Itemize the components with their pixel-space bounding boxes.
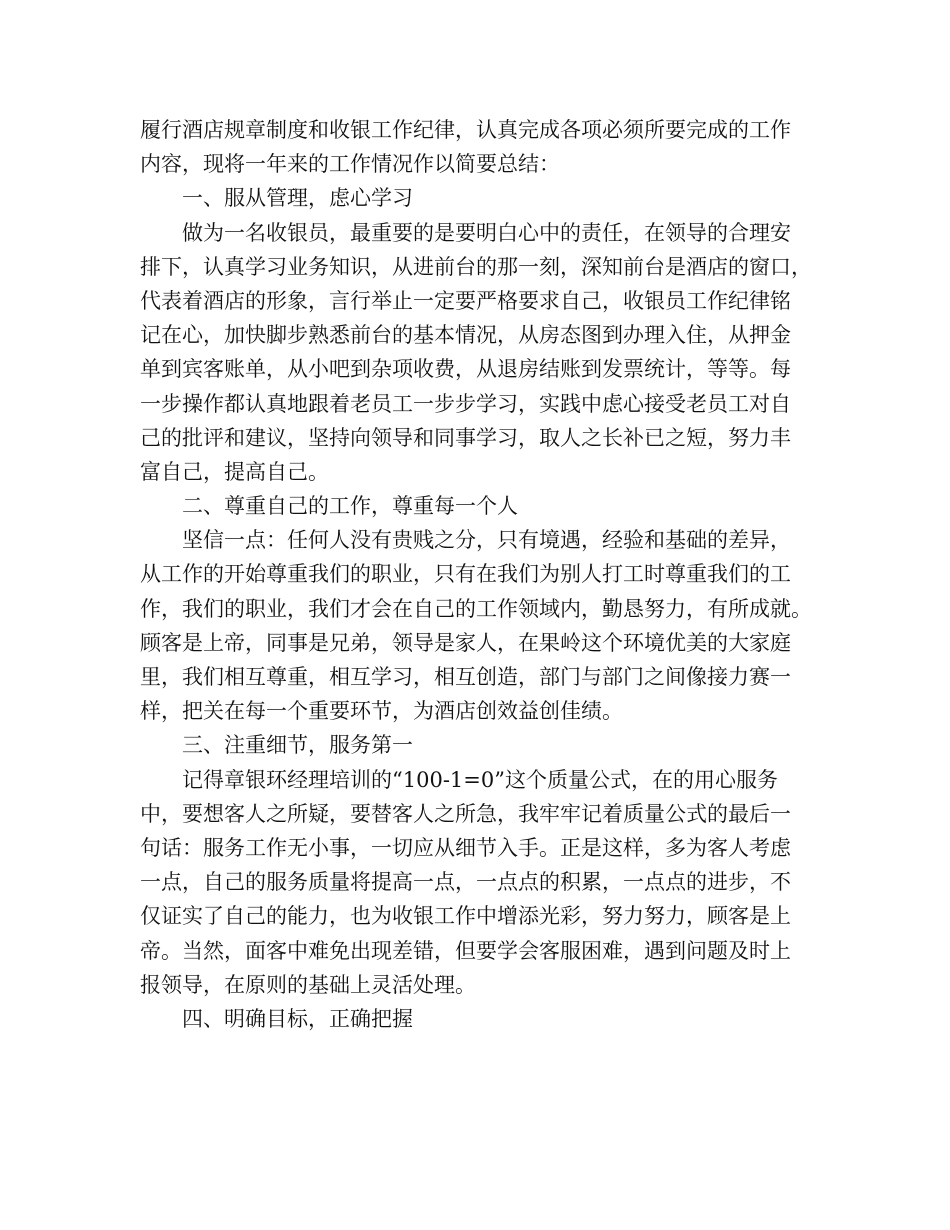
document-body [140,113,830,1036]
paragraph-line: 单到宾客账单，从小吧到杂项收费，从退房结账到发票统计，等等。每 [140,357,791,382]
paragraph-line: 富自己，提高自己。 [140,459,329,484]
paragraph-line: 帝。当然，面客中难免出现差错，但要学会客服困难，遇到问题及时上 [140,938,791,963]
paragraph-line: 从工作的开始尊重我们的职业，只有在我们为别人打工时尊重我们的工 [140,562,791,587]
paragraph-line: 报领导，在原则的基础上灵活处理。 [140,972,476,997]
paragraph-line: 里，我们相互尊重，相互学习，相互创造，部门与部门之间像接力赛一 [140,665,791,689]
paragraph-line: 一点，自己的服务质量将提高一点，一点点的积累，一点点的进步，不 [140,870,791,895]
paragraph-line: 顾客是上帝，同事是兄弟，领导是家人，在果岭这个环境优美的大家庭 [140,630,791,655]
paragraph-line: 己的批评和建议，坚持向领导和同事学习，取人之长补已之短，努力丰 [140,425,791,450]
intro-line: 履行酒店规章制度和收银工作纪律，认真完成各项必须所要完成的工作 [140,118,791,142]
paragraph-line: 做为一名收银员，最重要的是要明白心中的责任，在领导的合理安 [182,220,791,245]
section-heading: 二、尊重自己的工作，尊重每一个人 [182,494,518,519]
paragraph-line: 样，把关在每一个重要环节，为酒店创效益创佳绩。 [140,699,623,724]
paragraph-line: 代表着酒店的形象，言行举止一定要严格要求自己，收银员工作纪律铭 [140,288,791,313]
paragraph-line: 坚信一点：任何人没有贵贱之分，只有境遇，经验和基础的差异， [182,528,791,553]
section-heading: 三、注重细节，服务第一 [182,733,413,758]
section-heading: 一、服从管理，虑心学习 [182,186,413,211]
paragraph-line: 记得章银环经理培训的“100-1=0”这个质量公式，在的用心服务 [182,767,778,792]
paragraph-line: 一步操作都认真地跟着老员工一步步学习，实践中虑心接受老员工对自 [140,391,791,416]
intro-line: 内容，现将一年来的工作情况作以简要总结： [140,152,560,177]
paragraph-line: 排下，认真学习业务知识，从进前台的那一刻，深知前台是酒店的窗口， [140,254,812,279]
paragraph-line: 作，我们的职业，我们才会在自己的工作领域内，勤恳努力，有所成就。 [140,596,812,621]
paragraph-line: 句话：服务工作无小事，一切应从细节入手。正是这样，多为客人考虑 [140,835,791,860]
paragraph-line: 中，要想客人之所疑，要替客人之所急，我牢牢记着质量公式的最后一 [140,801,791,826]
paragraph-line: 仅证实了自己的能力，也为收银工作中增添光彩，努力努力，顾客是上 [140,904,791,929]
paragraph-line: 记在心，加快脚步熟悉前台的基本情况，从房态图到办理入住，从押金 [140,323,791,348]
section-heading: 四、明确目标，正确把握 [182,1006,413,1031]
